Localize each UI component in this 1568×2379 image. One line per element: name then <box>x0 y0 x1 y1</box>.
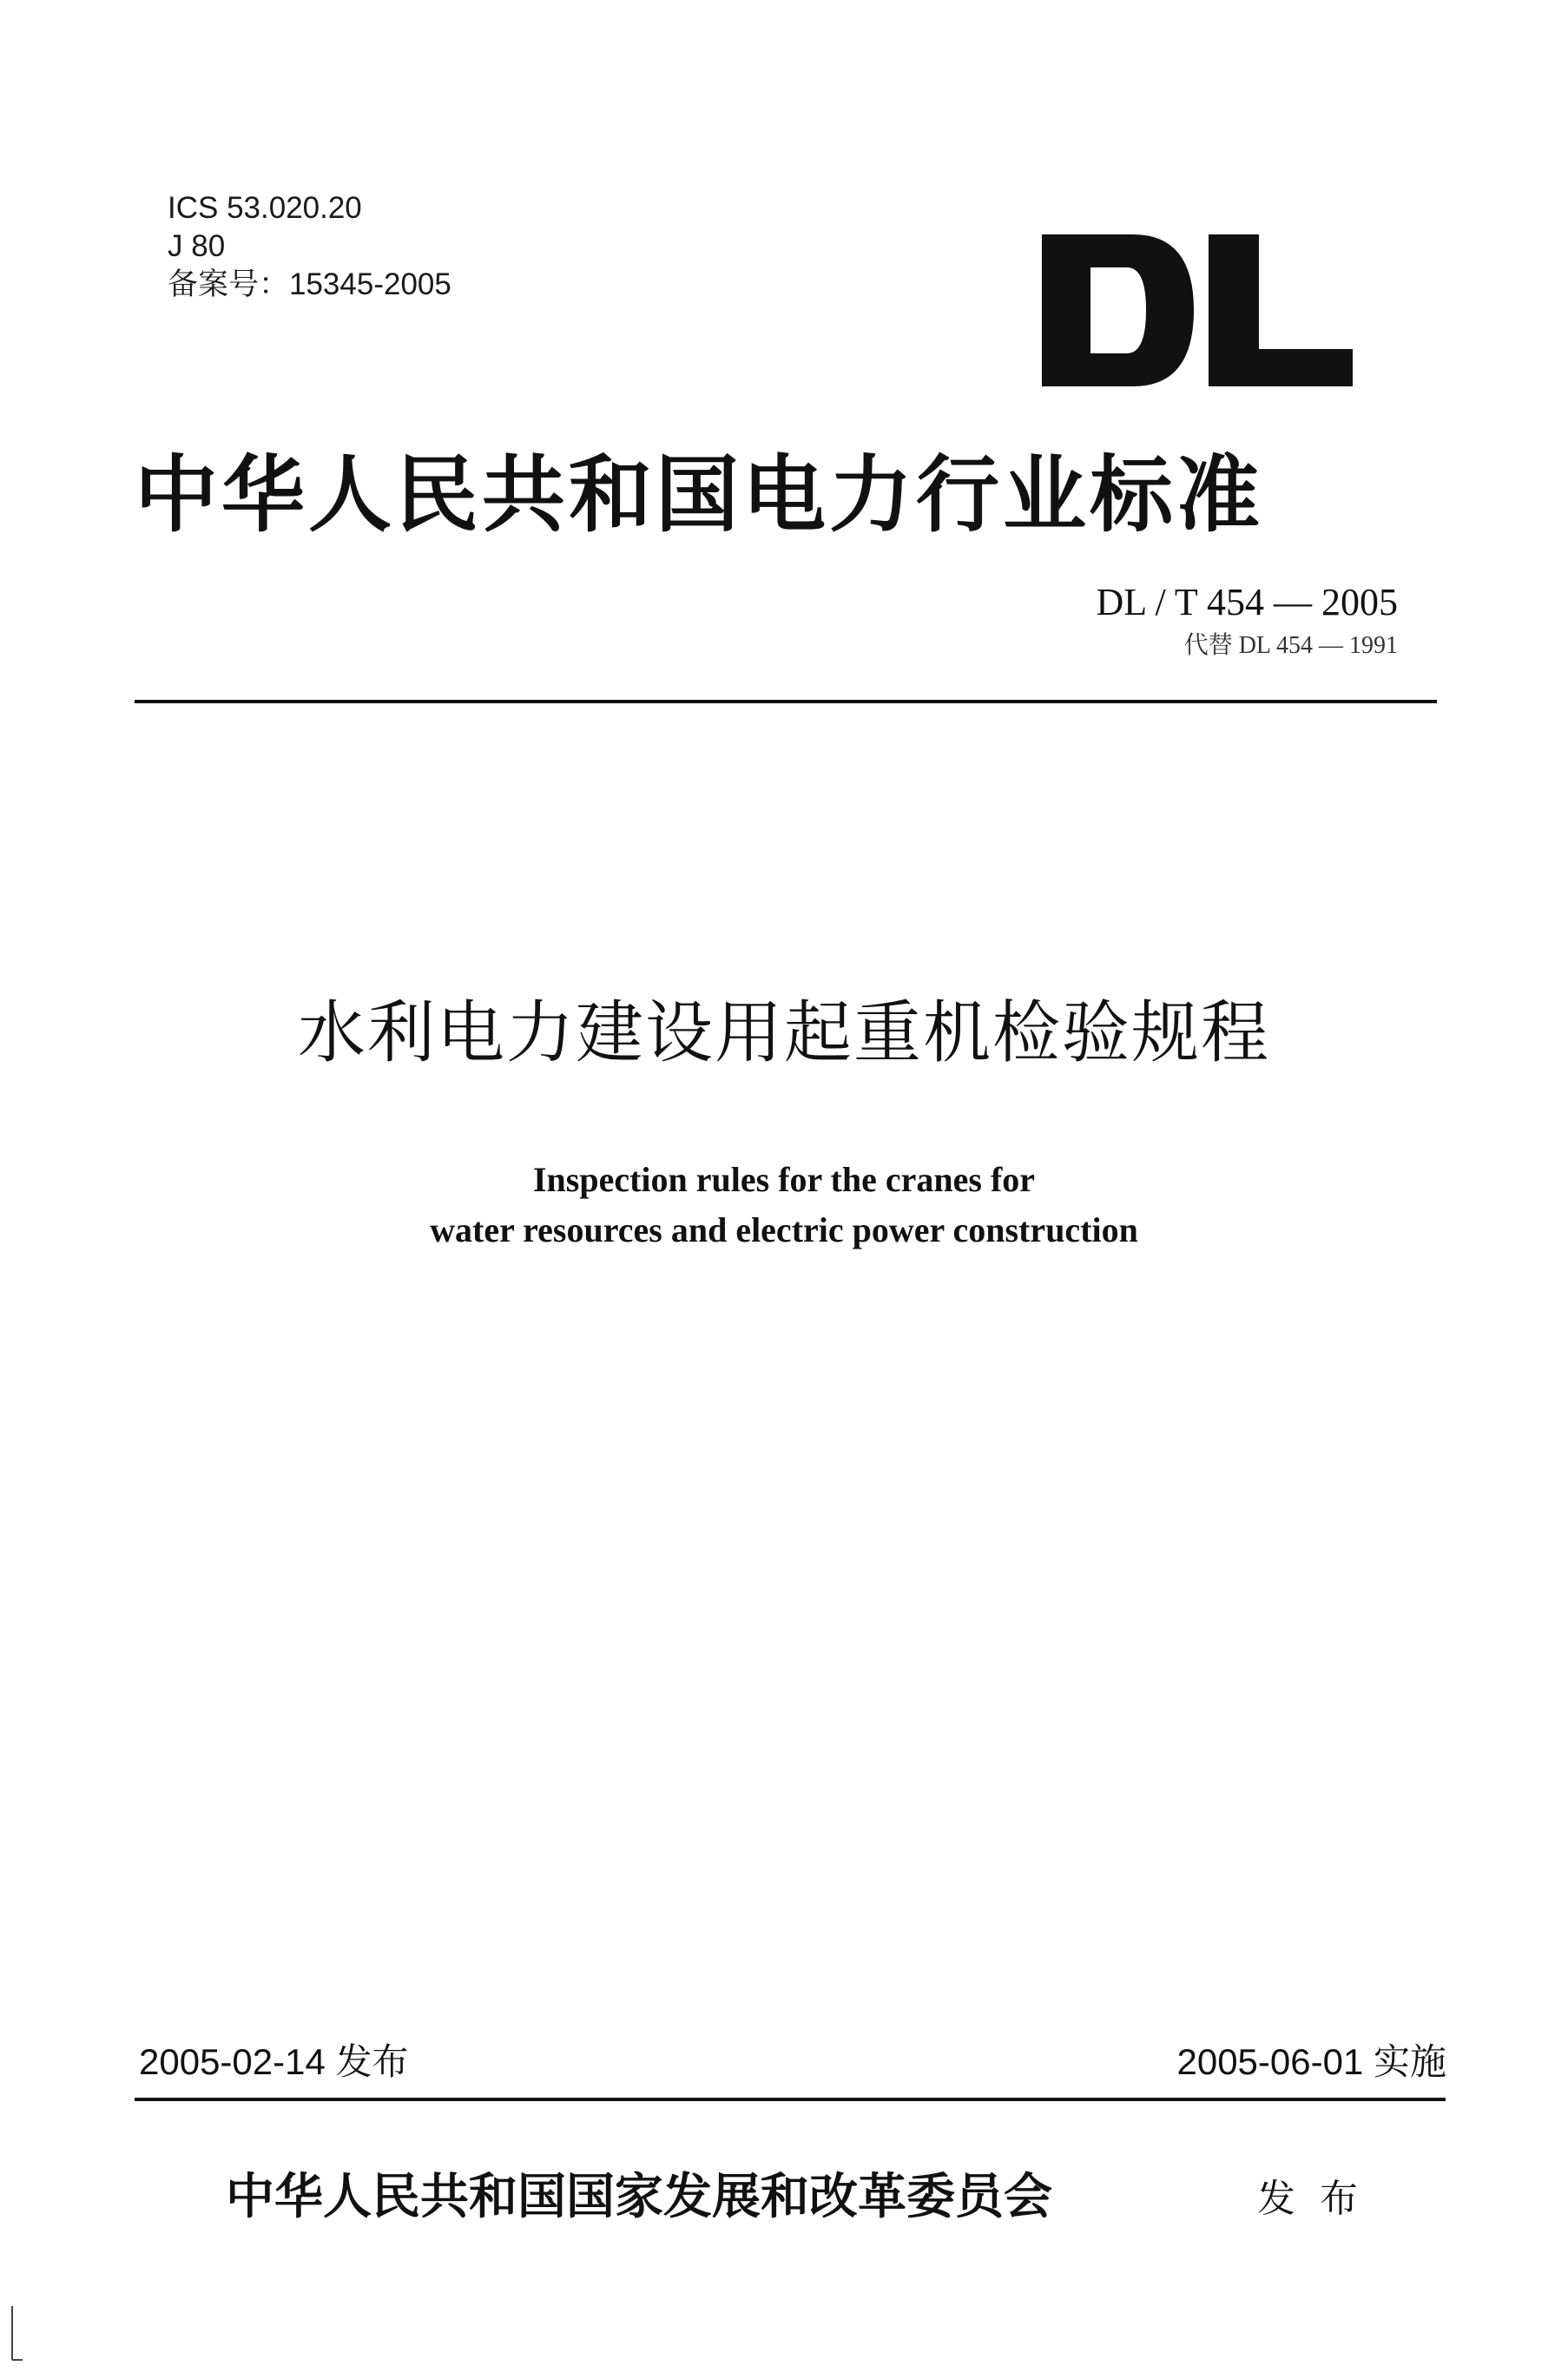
ics-code: ICS 53.020.20 <box>168 191 362 225</box>
effective-date: 2005-06-01 实施 <box>1176 2041 1446 2082</box>
english-title-line-1: Inspection rules for the cranes for <box>532 1160 1036 1199</box>
issuer-title: 中华人民共和国电力行业标准 <box>135 445 1263 544</box>
footer-divider <box>135 2098 1446 2101</box>
publish-label: 发布 <box>1257 2177 1382 2221</box>
replaced-standard: 代替 DL 454 — 1991 <box>1183 632 1398 659</box>
logo-letter-l <box>1209 234 1353 386</box>
english-title-line-2: water resources and electric power construction <box>430 1210 1138 1249</box>
standard-number: DL / T 454 — 2005 <box>1096 581 1398 623</box>
document-title-chinese: 水利电力建设用起重机检验规程 <box>297 994 1270 1072</box>
record-number: 备案号：15345-2005 <box>168 267 451 301</box>
header-divider <box>135 700 1437 703</box>
classification-code: J 80 <box>168 229 226 263</box>
scan-edge-mark <box>9 2306 24 2363</box>
dl-logo <box>1042 234 1354 386</box>
release-date: 2005-02-14 发布 <box>139 2041 409 2082</box>
document-title-english <box>0 1155 1568 1255</box>
publisher-name: 中华人民共和国国家发展和改革委员会 <box>226 2168 1052 2225</box>
logo-letter-d <box>1042 234 1194 386</box>
document-metadata <box>168 189 451 304</box>
dl-logo-graphic <box>1042 234 1354 386</box>
